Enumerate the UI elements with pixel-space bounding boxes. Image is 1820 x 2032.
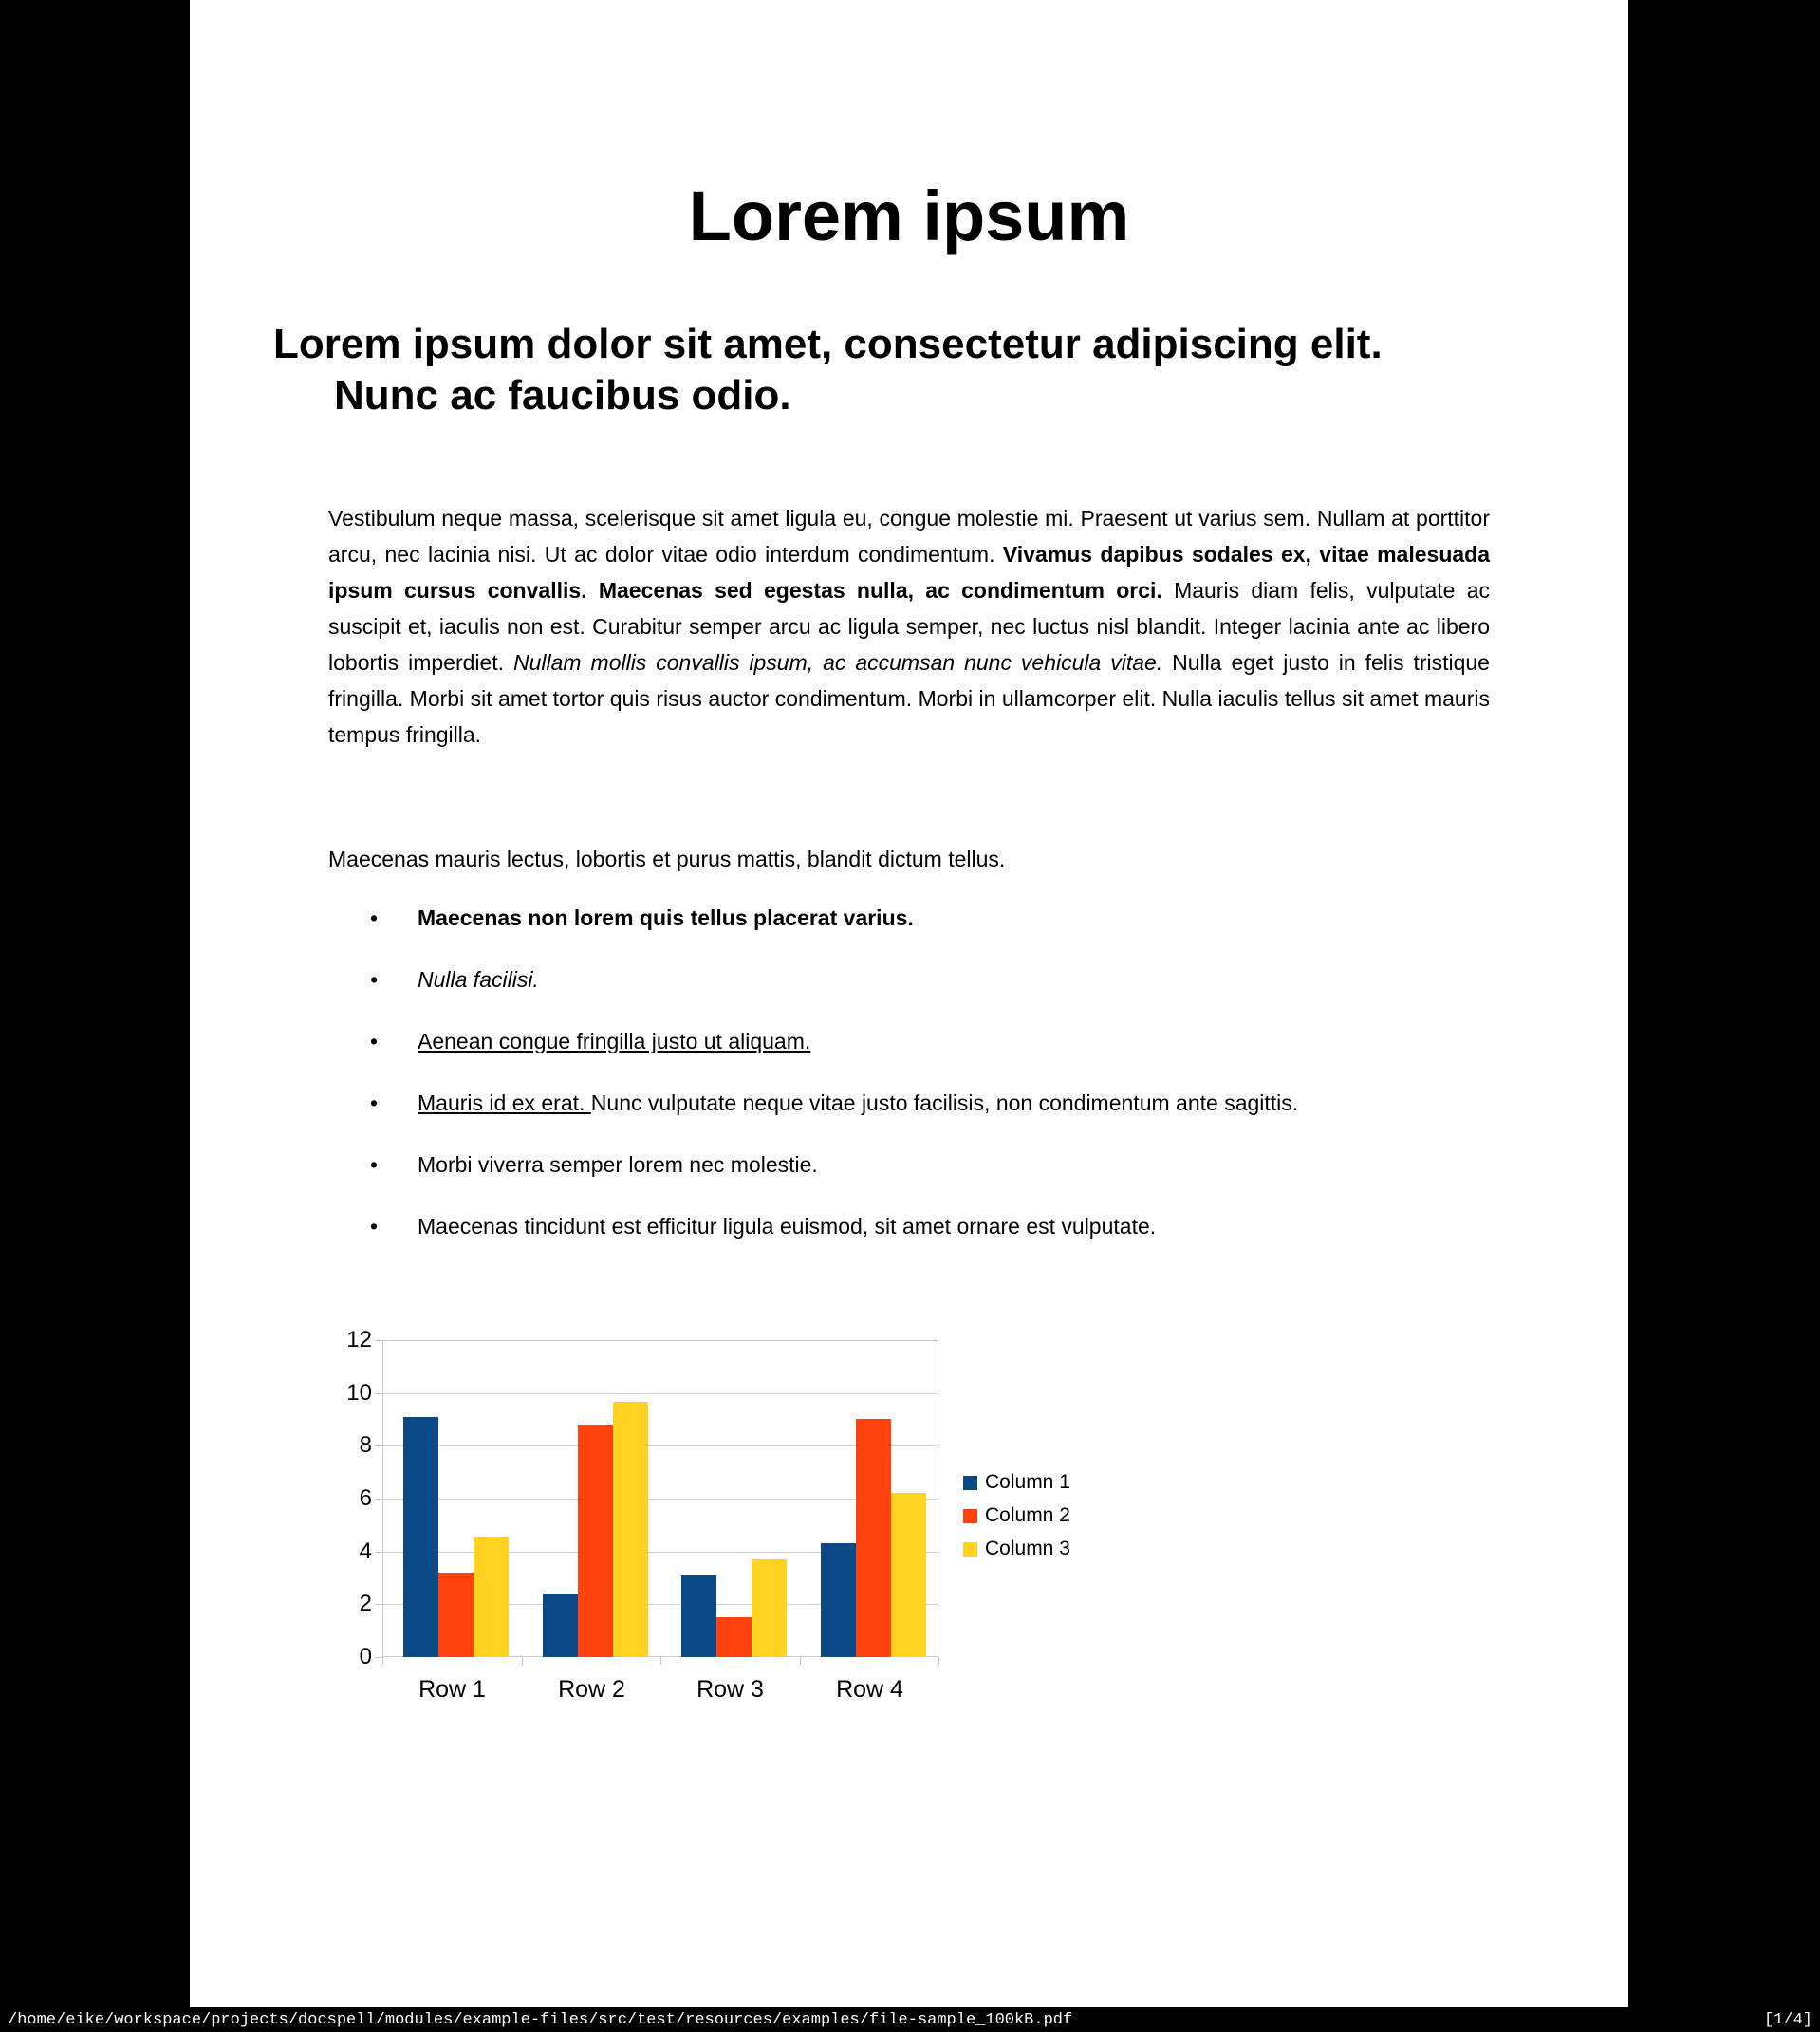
gridline: [382, 1552, 938, 1553]
page-indicator: [1/4]: [1763, 2010, 1812, 2029]
list-item: [328, 961, 1490, 997]
bullet-icon: •: [370, 905, 379, 930]
text-segment-bold: Maecenas non lorem quis tellus placerat varius.: [418, 905, 914, 930]
text-segment-underline: Aenean congue fringilla justo ut aliquam.: [418, 1029, 811, 1053]
y-axis-label: 0: [359, 1644, 372, 1669]
bar-column1-row4: [821, 1543, 856, 1657]
x-axis-tick: [800, 1657, 801, 1665]
x-axis-tick: [522, 1657, 523, 1665]
gridline: [382, 1393, 938, 1394]
x-axis-label: Row 4: [836, 1676, 903, 1703]
bar-column1-row2: [543, 1594, 578, 1657]
y-axis-label: 2: [359, 1591, 372, 1617]
plot-area-border: [382, 1340, 938, 1657]
text-segment-normal: Vestibulum neque massa, scelerisque sit amet ligula eu, congue molestie mi. Praesent ut varius sem. Nullam at porttitor arcu, nec lacinia nisi. Ut ac dolor vitae odio interdum condimentum.: [328, 506, 1490, 567]
bar-column2-row3: [716, 1617, 752, 1657]
list-intro-line: Maecenas mauris lectus, lobortis et purus mattis, blandit dictum tellus.: [328, 847, 1006, 871]
x-axis-label: Row 3: [696, 1676, 764, 1703]
text-segment-normal: Mauris diam felis, vulputate ac suscipit et, iaculis non est. Curabitur semper arcu ac ligula semper, nec luctus nisl blandit. Integer lacinia ante ac libero lobortis imperdiet.: [328, 578, 1490, 675]
bar-column3-row1: [474, 1537, 509, 1657]
bullet-list: [328, 900, 1490, 1270]
x-axis-label: Row 1: [418, 1676, 486, 1703]
section-heading-line1: Lorem ipsum dolor sit amet, consectetur adipiscing elit.: [273, 321, 1383, 367]
bar-column3-row2: [613, 1402, 648, 1657]
y-axis-tick: [375, 1604, 382, 1605]
y-axis-tick: [375, 1657, 382, 1658]
section-heading: [273, 319, 1490, 421]
gridline: [382, 1604, 938, 1605]
x-axis-tick: [938, 1657, 939, 1665]
legend-label-3: Column 3: [985, 1538, 1070, 1559]
text-segment-normal: Nulla eget justo in felis tristique fringilla. Morbi sit amet tortor quis risus auctor condimentum. Morbi in ullamcorper elit. Nulla iaculis tellus sit amet mauris tempus fringilla.: [328, 650, 1490, 747]
bar-column2-row2: [578, 1425, 613, 1657]
page-title: Lorem ipsum: [688, 177, 1130, 255]
y-axis-label: 4: [359, 1538, 372, 1564]
list-item: [328, 1085, 1490, 1121]
x-axis-tick: [660, 1657, 661, 1665]
bullet-icon: •: [370, 1214, 379, 1239]
bar-column2-row1: [438, 1573, 474, 1657]
text-segment-normal: Morbi viverra semper lorem nec molestie.: [418, 1152, 818, 1177]
bullet-icon: •: [370, 967, 379, 992]
bullet-icon: •: [370, 1152, 379, 1177]
y-axis-label: 12: [346, 1327, 372, 1352]
bullet-icon: •: [370, 1091, 379, 1115]
list-item: [328, 900, 1490, 936]
gridline: [382, 1445, 938, 1446]
text-segment-bold: Vivamus dapibus sodales ex, vitae malesuada ipsum cursus convallis. Maecenas sed egestas nulla, ac condimentum orci.: [328, 542, 1491, 603]
gridline: [382, 1499, 938, 1500]
bar-column1-row3: [681, 1575, 716, 1657]
list-item: [328, 1146, 1490, 1183]
legend-swatch-2: [963, 1509, 977, 1523]
text-segment-italic: Nulla facilisi.: [418, 967, 539, 992]
y-axis-label: 10: [346, 1379, 372, 1406]
x-axis-label: Row 2: [558, 1676, 625, 1703]
bullet-icon: •: [370, 1029, 379, 1053]
section-heading-line2: Nunc ac faucibus odio.: [334, 372, 791, 419]
y-axis-tick: [375, 1552, 382, 1553]
legend-swatch-3: [963, 1542, 977, 1557]
x-axis-tick: [382, 1657, 383, 1665]
y-axis-tick: [375, 1393, 382, 1394]
list-item: [328, 1208, 1490, 1244]
text-segment-normal: Maecenas tincidunt est efficitur ligula euismod, sit amet ornare est vulputate.: [418, 1214, 1157, 1239]
text-segment-italic: Nullam mollis convallis ipsum, ac accumsan nunc vehicula vitae.: [513, 650, 1163, 675]
bar-column3-row3: [752, 1559, 787, 1657]
statusbar: [0, 2007, 1820, 2032]
text-segment-normal: Nunc vulputate neque vitae justo facilisis, non condimentum ante sagittis.: [590, 1091, 1299, 1115]
body-paragraph: [328, 500, 1490, 753]
bar-column2-row4: [856, 1419, 891, 1657]
document-page: [190, 0, 1628, 2007]
legend-swatch-1: [963, 1476, 977, 1490]
list-item: [328, 1023, 1490, 1059]
text-segment-underline: Mauris id ex erat.: [418, 1091, 591, 1115]
bar-column3-row4: [891, 1493, 926, 1657]
bar-column1-row1: [403, 1417, 438, 1657]
y-axis-tick: [375, 1445, 382, 1446]
file-path: /home/eike/workspace/projects/docspell/modules/example-files/src/test/resources/examples/file-sample_100kB.pdf: [8, 2010, 1073, 2029]
y-axis-label: 6: [359, 1485, 372, 1511]
legend-label-2: Column 2: [985, 1504, 1070, 1526]
y-axis-label: 8: [359, 1432, 372, 1459]
y-axis-tick: [375, 1340, 382, 1341]
legend-label-1: Column 1: [985, 1471, 1070, 1493]
y-axis-tick: [375, 1499, 382, 1500]
